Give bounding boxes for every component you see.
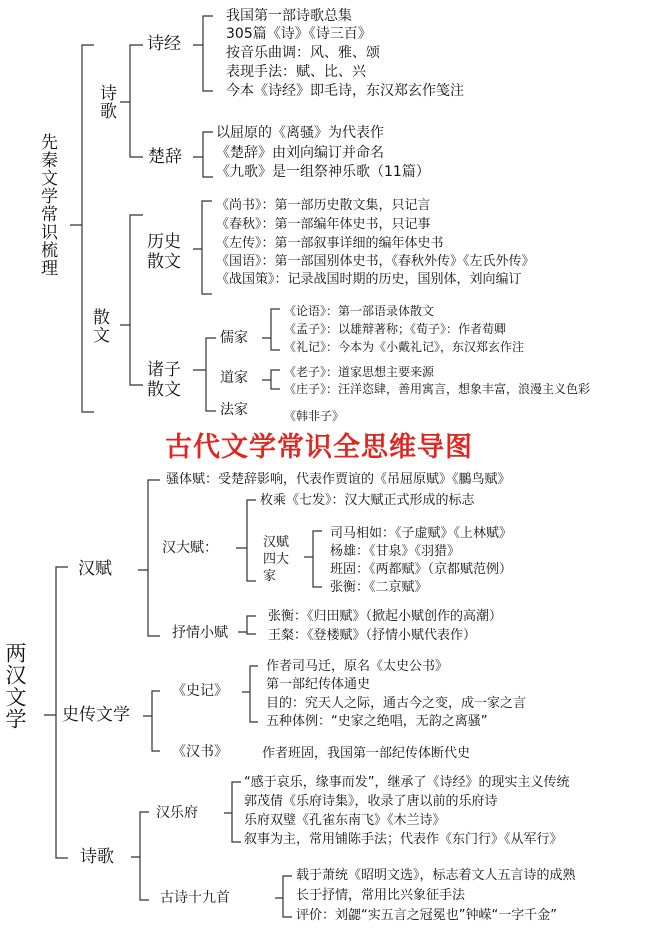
bracket-hanfu: [138, 480, 160, 636]
shuqing-item: 张衡：《归田赋》（掀起小赋创作的高潮）: [268, 609, 503, 624]
yuefu-item: 乐府双璧《孔雀东南飞》《木兰诗》: [244, 813, 446, 828]
shijing-item: 今本《诗经》即毛诗，东汉郑玄作笺注: [226, 83, 464, 99]
shiji-label: 《史记》: [172, 683, 228, 699]
bracket-preqin: [70, 45, 94, 412]
history-prose-item: 《左传》：第一部叙事详细的编年体史书: [216, 236, 444, 251]
chuci-item: 《九歌》是一组祭神乐歌（11篇）: [216, 164, 430, 180]
shiji-item: 第一部纪传体通史: [266, 677, 371, 692]
yuefu-item: 郭茂倩《乐府诗集》，收录了唐以前的乐府诗: [244, 794, 498, 809]
yuefu-item: 叙事为主，常用铺陈手法；代表作《东门行》《从军行》: [244, 832, 563, 847]
prose-label: 散文: [89, 308, 109, 344]
ru-label: 儒家: [220, 330, 248, 346]
bracket-yuefu: [224, 782, 241, 842]
bracket-history-lit: [143, 691, 160, 751]
history-prose-item: 《国语》：第一部国别体史书，《春秋外传》《左氏外传》: [216, 254, 535, 269]
zhuzi-label: 诸子散文: [147, 360, 181, 400]
bracket-chuci: [193, 132, 213, 177]
gushi-label: 古诗十九首: [160, 890, 230, 906]
bracket-zhuzi: [193, 338, 216, 411]
four-item: 张衡：《二京赋》: [330, 580, 428, 595]
four-masters-label: 汉赋四大家: [263, 535, 290, 584]
hanfu-label: 汉赋: [78, 559, 112, 579]
shijing-label: 诗经: [147, 34, 181, 54]
ru-item: 《孟子》：以雄辩著称；《荀子》：作者荀卿: [284, 322, 507, 336]
history-prose-item: 《战国策》：记录战国时期的历史，国别体，刘向编订: [216, 272, 522, 287]
history-prose-item: 《尚书》：第一部历史散文集，只记言: [216, 198, 431, 213]
shiji-item: 目的：究天人之际，通古今之变，成一家之言: [266, 696, 527, 711]
saoti-text: 骚体赋：受楚辞影响，代表作贾谊的《吊屈原赋》《鵩鸟赋》: [166, 472, 511, 487]
shuqing-label: 抒情小赋: [172, 625, 228, 641]
gushi-item: 载于萧统《昭明文选》，标志着文人五言诗的成熟: [296, 868, 576, 883]
shijing-item: 按音乐曲调：风、雅、颂: [226, 45, 380, 61]
shiji-item: 作者司马迁，原名《太史公书》: [266, 659, 449, 674]
hanshu-text: 作者班固，我国第一部纪传体断代史: [262, 746, 471, 761]
meisheng-text: 枚乘《七发》：汉大赋正式形成的标志: [260, 493, 475, 508]
poetry-label: 诗歌: [96, 84, 116, 120]
dao-item: 《庄子》：汪洋恣肆，善用寓言，想象丰富，浪漫主义色彩: [284, 382, 591, 396]
bracket-gushi: [275, 876, 292, 917]
page-title: 古代文学常识全思维导图: [165, 432, 473, 463]
ru-item: 《论语》：第一部语录体散文: [284, 304, 435, 318]
chuci-label: 楚辞: [148, 147, 182, 167]
yuefu-item: “感于哀乐，缘事而发”，继承了《诗经》的现实主义传统: [244, 775, 570, 790]
dafu-label: 汉大赋：: [162, 540, 218, 556]
shijing-item: 305篇《诗》《诗三百》: [226, 26, 372, 42]
shijing-item: 表现手法：赋、比、兴: [226, 64, 366, 80]
ru-item: 《礼记》：今本为《小戴礼记》，东汉郑玄作注: [284, 340, 525, 354]
bracket-shuqing: [238, 616, 256, 634]
bracket-dafu: [236, 500, 256, 581]
bracket-poetry: [120, 45, 143, 157]
history-prose-label: 历史散文: [147, 232, 181, 272]
bracket-prose: [120, 215, 143, 385]
four-item: 班固：《两都赋》（京都赋范例）: [330, 562, 513, 577]
chuci-item: 《楚辞》由刘向编订并命名: [216, 145, 384, 161]
bracket-poetry-han: [131, 812, 149, 900]
chuci-item: 以屈原的《离骚》为代表作: [216, 125, 384, 141]
bracket-shiji: [242, 666, 258, 722]
yuefu-label: 汉乐府: [156, 805, 198, 821]
gushi-item: 长于抒情，常用比兴象征手法: [296, 888, 466, 903]
preqin-root-label: 先秦文学常识梳理: [37, 133, 57, 277]
fa-label: 法家: [220, 402, 248, 418]
dao-item: 《老子》：道家思想主要来源: [284, 365, 435, 379]
bracket-ru: [262, 309, 280, 350]
history-lit-label: 史传文学: [62, 705, 130, 725]
bracket-shijing: [193, 16, 213, 91]
shuqing-item: 王粲：《登楼赋》（抒情小赋代表作）: [268, 628, 477, 643]
bracket-history-prose: [193, 201, 212, 294]
dao-label: 道家: [220, 370, 248, 386]
history-prose-item: 《春秋》：第一部编年体史书，只记事: [216, 217, 431, 232]
four-item: 杨雄：《甘泉》《羽猎》: [330, 544, 461, 559]
gushi-item: 评价：刘勰“实五言之冠冕也”钟嵘“一字千金”: [296, 908, 557, 923]
shijing-item: 我国第一部诗歌总集: [226, 8, 352, 24]
fa-item: 《韩非子》: [284, 409, 345, 423]
han-poetry-label: 诗歌: [80, 847, 114, 867]
bracket-four: [304, 531, 322, 587]
hanshu-label: 《汉书》: [172, 744, 228, 760]
han-root-label: 两汉文学: [3, 642, 27, 730]
shiji-item: 五种体例：“史家之绝唱，无韵之离骚”: [266, 714, 488, 729]
four-item: 司马相如：《子虚赋》《上林赋》: [330, 526, 513, 541]
bracket-dao: [262, 370, 280, 389]
